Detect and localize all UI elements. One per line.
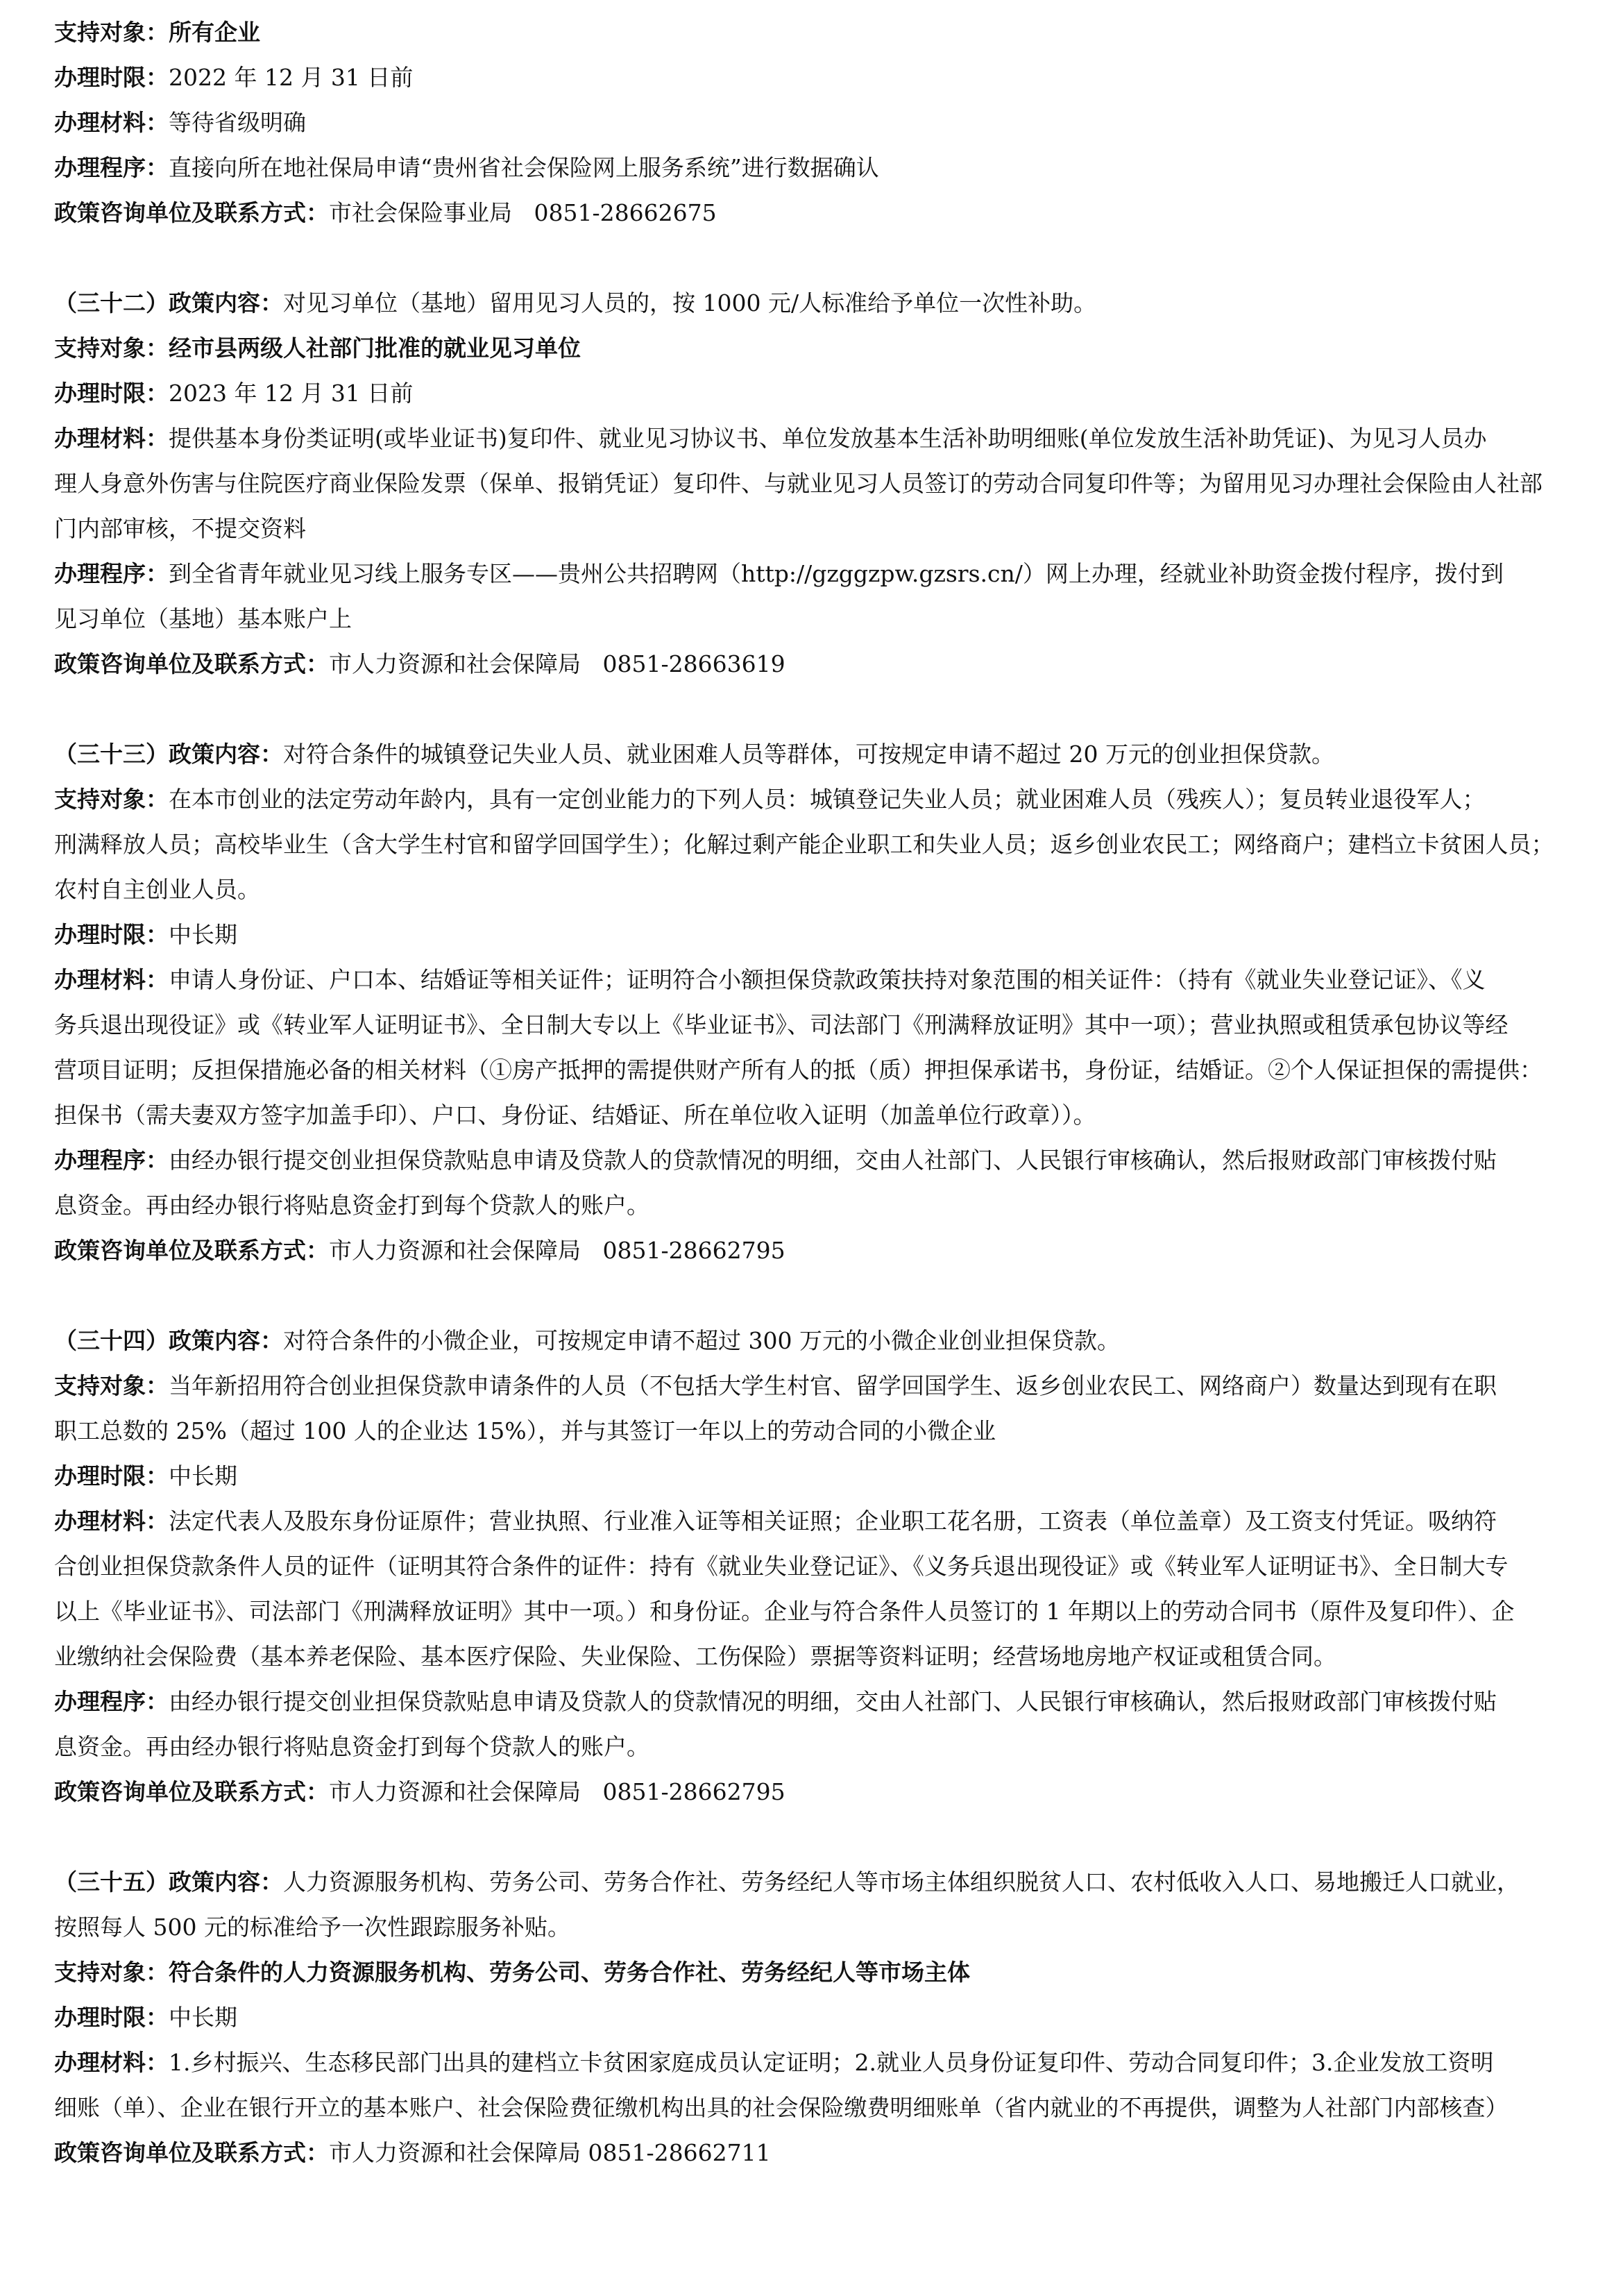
section-number: （三十五） bbox=[54, 1868, 169, 1896]
content-label: 政策内容： bbox=[169, 741, 283, 768]
procedure-label: 办理程序： bbox=[54, 560, 169, 587]
policy-content-row bbox=[54, 280, 1603, 326]
materials-row bbox=[54, 100, 1603, 145]
materials-row bbox=[54, 1499, 1603, 1544]
section-number: （三十二） bbox=[54, 289, 169, 316]
contact-label: 政策咨询单位及联系方式： bbox=[54, 2139, 329, 2166]
contact-label: 政策咨询单位及联系方式： bbox=[54, 199, 329, 226]
policy-content-row bbox=[54, 1318, 1603, 1363]
materials-label: 办理材料： bbox=[54, 966, 169, 993]
materials-continued: 务兵退出现役证》或《转业军人证明证书》、全日制大专以上《毕业证书》、司法部门《刑满释放证明》其中一项）；营业执照或租赁承包协议等经 bbox=[54, 1011, 1509, 1038]
procedure-row bbox=[54, 551, 1603, 596]
contact-value: 市人力资源和社会保障局 0851-28663619 bbox=[329, 650, 785, 677]
target-text: 在本市创业的法定劳动年龄内，具有一定创业能力的下列人员：城镇登记失业人员；就业困难人员（残疾人）；复员转业退役军人； bbox=[169, 786, 1486, 813]
content-label: 政策内容： bbox=[169, 1868, 283, 1896]
time-label: 办理时限： bbox=[54, 921, 169, 948]
target-label: 支持对象： bbox=[54, 1959, 169, 1986]
materials-continued: 业缴纳社会保险费（基本养老保险、基本医疗保险、失业保险、工伤保险）票据等资料证明；经营场地房地产权证或租赁合同。 bbox=[54, 1643, 1336, 1670]
target-value: 经市县两级人社部门批准的就业见习单位 bbox=[169, 335, 581, 362]
section-spacer bbox=[54, 686, 1603, 732]
target-label: 支持对象： bbox=[54, 19, 169, 46]
contact-row bbox=[54, 1228, 1603, 1273]
materials-label: 办理材料： bbox=[54, 1508, 169, 1535]
materials-continued: 门内部审核，不提交资料 bbox=[54, 515, 306, 542]
target-continued: 刑满释放人员；高校毕业生（含大学生村官和留学回国学生）；化解过剩产能企业职工和失业人员；返乡创业农民工；网络商户；建档立卡贫困人员； bbox=[54, 831, 1554, 858]
section-number: （三十四） bbox=[54, 1327, 169, 1354]
time-label: 办理时限： bbox=[54, 1462, 169, 1489]
target-label: 支持对象： bbox=[54, 335, 169, 362]
time-value: 2023 年 12 月 31 日前 bbox=[169, 380, 414, 407]
contact-label: 政策咨询单位及联系方式： bbox=[54, 1237, 329, 1264]
time-row bbox=[54, 55, 1603, 100]
target-continued: 职工总数的 25%（超过 100 人的企业达 15%），并与其签订一年以上的劳动合同的小微企业 bbox=[54, 1417, 996, 1444]
materials-continued: 合创业担保贷款条件人员的证件（证明其符合条件的证件：持有《就业失业登记证》、《义务兵退出现役证》或《转业军人证明证书》、全日制大专 bbox=[54, 1553, 1509, 1580]
materials-row bbox=[54, 2040, 1603, 2085]
target-row bbox=[54, 1950, 1603, 1995]
content-value: 对符合条件的小微企业，可按规定申请不超过 300 万元的小微企业创业担保贷款。 bbox=[283, 1327, 1120, 1354]
contact-value: 市人力资源和社会保障局 0851-28662795 bbox=[329, 1778, 785, 1805]
procedure-text: 由经办银行提交创业担保贷款贴息申请及贷款人的贷款情况的明细，交由人社部门、人民银行审核确认，然后报财政部门审核拨付贴 bbox=[169, 1688, 1497, 1715]
materials-value: 等待省级明确 bbox=[169, 109, 306, 136]
materials-continued: 以上《毕业证书》、司法部门《刑满释放证明》其中一项。）和身份证。企业与符合条件人员签订的 1 年期以上的劳动合同书（原件及复印件）、企 bbox=[54, 1598, 1515, 1625]
contact-row bbox=[54, 2130, 1603, 2175]
content-label: 政策内容： bbox=[169, 1327, 283, 1354]
target-row bbox=[54, 777, 1603, 822]
materials-continued: 细账（单）、企业在银行开立的基本账户、社会保险费征缴机构出具的社会保险缴费明细账单（省内就业的不再提供，调整为人社部门内部核查） bbox=[54, 2094, 1509, 2121]
procedure-row bbox=[54, 1679, 1603, 1724]
target-row bbox=[54, 1363, 1603, 1408]
procedure-text: 到全省青年就业见习线上服务专区——贵州公共招聘网（http://gzggzpw.gzsrs.cn/）网上办理，经就业补助资金拨付程序，拨付到 bbox=[169, 560, 1504, 587]
contact-value: 市人力资源和社会保障局 0851-28662711 bbox=[329, 2139, 771, 2166]
policy-content-row bbox=[54, 1859, 1603, 1905]
procedure-text: 由经办银行提交创业担保贷款贴息申请及贷款人的贷款情况的明细，交由人社部门、人民银行审核确认，然后报财政部门审核拨付贴 bbox=[169, 1147, 1497, 1174]
procedure-continued: 见习单位（基地）基本账户上 bbox=[54, 605, 352, 632]
procedure-continued: 息资金。再由经办银行将贴息资金打到每个贷款人的账户。 bbox=[54, 1192, 649, 1219]
materials-label: 办理材料： bbox=[54, 109, 169, 136]
policy-content-row bbox=[54, 732, 1603, 777]
contact-label: 政策咨询单位及联系方式： bbox=[54, 1778, 329, 1805]
time-row bbox=[54, 912, 1603, 957]
contact-row bbox=[54, 190, 1603, 235]
materials-text: 法定代表人及股东身份证原件；营业执照、行业准入证等相关证照；企业职工花名册，工资表（单位盖章）及工资支付凭证。吸纳符 bbox=[169, 1508, 1497, 1535]
materials-text: 1.乡村振兴、生态移民部门出具的建档立卡贫困家庭成员认定证明；2.就业人员身份证复印件、劳动合同复印件；3.企业发放工资明 bbox=[169, 2049, 1494, 2076]
section-spacer bbox=[54, 1273, 1603, 1318]
target-continued: 农村自主创业人员。 bbox=[54, 876, 260, 903]
target-text: 当年新招用符合创业担保贷款申请条件的人员（不包括大学生村官、留学回国学生、返乡创业农民工、网络商户）数量达到现有在职 bbox=[169, 1372, 1497, 1399]
target-row bbox=[54, 10, 1603, 55]
contact-label: 政策咨询单位及联系方式： bbox=[54, 650, 329, 677]
content-value: 对符合条件的城镇登记失业人员、就业困难人员等群体，可按规定申请不超过 20 万元的创业担保贷款。 bbox=[283, 741, 1334, 768]
time-row bbox=[54, 371, 1603, 416]
target-row bbox=[54, 326, 1603, 371]
time-label: 办理时限： bbox=[54, 380, 169, 407]
section-spacer bbox=[54, 1814, 1603, 1859]
procedure-continued: 息资金。再由经办银行将贴息资金打到每个贷款人的账户。 bbox=[54, 1733, 649, 1760]
procedure-row bbox=[54, 145, 1603, 190]
time-label: 办理时限： bbox=[54, 2004, 169, 2031]
section-number: （三十三） bbox=[54, 741, 169, 768]
time-label: 办理时限： bbox=[54, 64, 169, 91]
target-value: 所有企业 bbox=[169, 19, 260, 46]
content-value: 对见习单位（基地）留用见习人员的，按 1000 元/人标准给予单位一次性补助。 bbox=[283, 289, 1097, 316]
time-row bbox=[54, 1453, 1603, 1499]
materials-continued: 理人身意外伤害与住院医疗商业保险发票（保单、报销凭证）复印件、与就业见习人员签订的劳动合同复印件等；为留用见习办理社会保险由人社部 bbox=[54, 470, 1543, 497]
contact-value: 市人力资源和社会保障局 0851-28662795 bbox=[329, 1237, 785, 1264]
procedure-label: 办理程序： bbox=[54, 1688, 169, 1715]
content-continued: 按照每人 500 元的标准给予一次性跟踪服务补贴。 bbox=[54, 1914, 570, 1941]
time-value: 中长期 bbox=[169, 1462, 237, 1489]
document-page bbox=[54, 10, 1603, 2175]
content-label: 政策内容： bbox=[169, 289, 283, 316]
section-spacer bbox=[54, 235, 1603, 280]
materials-continued: 营项目证明；反担保措施必备的相关材料（①房产抵押的需提供财产所有人的抵（质）押担保承诺书，身份证，结婚证。②个人保证担保的需提供： bbox=[54, 1056, 1543, 1083]
time-value: 中长期 bbox=[169, 921, 237, 948]
target-label: 支持对象： bbox=[54, 786, 169, 813]
materials-text: 提供基本身份类证明(或毕业证书)复印件、就业见习协议书、单位发放基本生活补助明细账(单位发放生活补助凭证)、为见习人员办 bbox=[169, 425, 1487, 452]
time-value: 中长期 bbox=[169, 2004, 237, 2031]
materials-row bbox=[54, 957, 1603, 1002]
contact-row bbox=[54, 1769, 1603, 1814]
materials-label: 办理材料： bbox=[54, 425, 169, 452]
procedure-row bbox=[54, 1138, 1603, 1183]
procedure-label: 办理程序： bbox=[54, 1147, 169, 1174]
contact-value: 市社会保险事业局 0851-28662675 bbox=[329, 199, 717, 226]
time-value: 2022 年 12 月 31 日前 bbox=[169, 64, 414, 91]
materials-row bbox=[54, 416, 1603, 461]
materials-label: 办理材料： bbox=[54, 2049, 169, 2076]
materials-text: 申请人身份证、户口本、结婚证等相关证件；证明符合小额担保贷款政策扶持对象范围的相关证件：（持有《就业失业登记证》、《义 bbox=[169, 966, 1486, 993]
target-label: 支持对象： bbox=[54, 1372, 169, 1399]
target-value: 符合条件的人力资源服务机构、劳务公司、劳务合作社、劳务经纪人等市场主体 bbox=[169, 1959, 970, 1986]
procedure-value: 直接向所在地社保局申请“贵州省社会保险网上服务系统”进行数据确认 bbox=[169, 154, 879, 181]
content-text: 人力资源服务机构、劳务公司、劳务合作社、劳务经纪人等市场主体组织脱贫人口、农村低收入人口、易地搬迁人口就业， bbox=[283, 1868, 1520, 1896]
procedure-label: 办理程序： bbox=[54, 154, 169, 181]
materials-continued: 担保书（需夫妻双方签字加盖手印）、户口、身份证、结婚证、所在单位收入证明（加盖单位行政章））。 bbox=[54, 1101, 1096, 1129]
time-row bbox=[54, 1995, 1603, 2040]
contact-row bbox=[54, 641, 1603, 686]
